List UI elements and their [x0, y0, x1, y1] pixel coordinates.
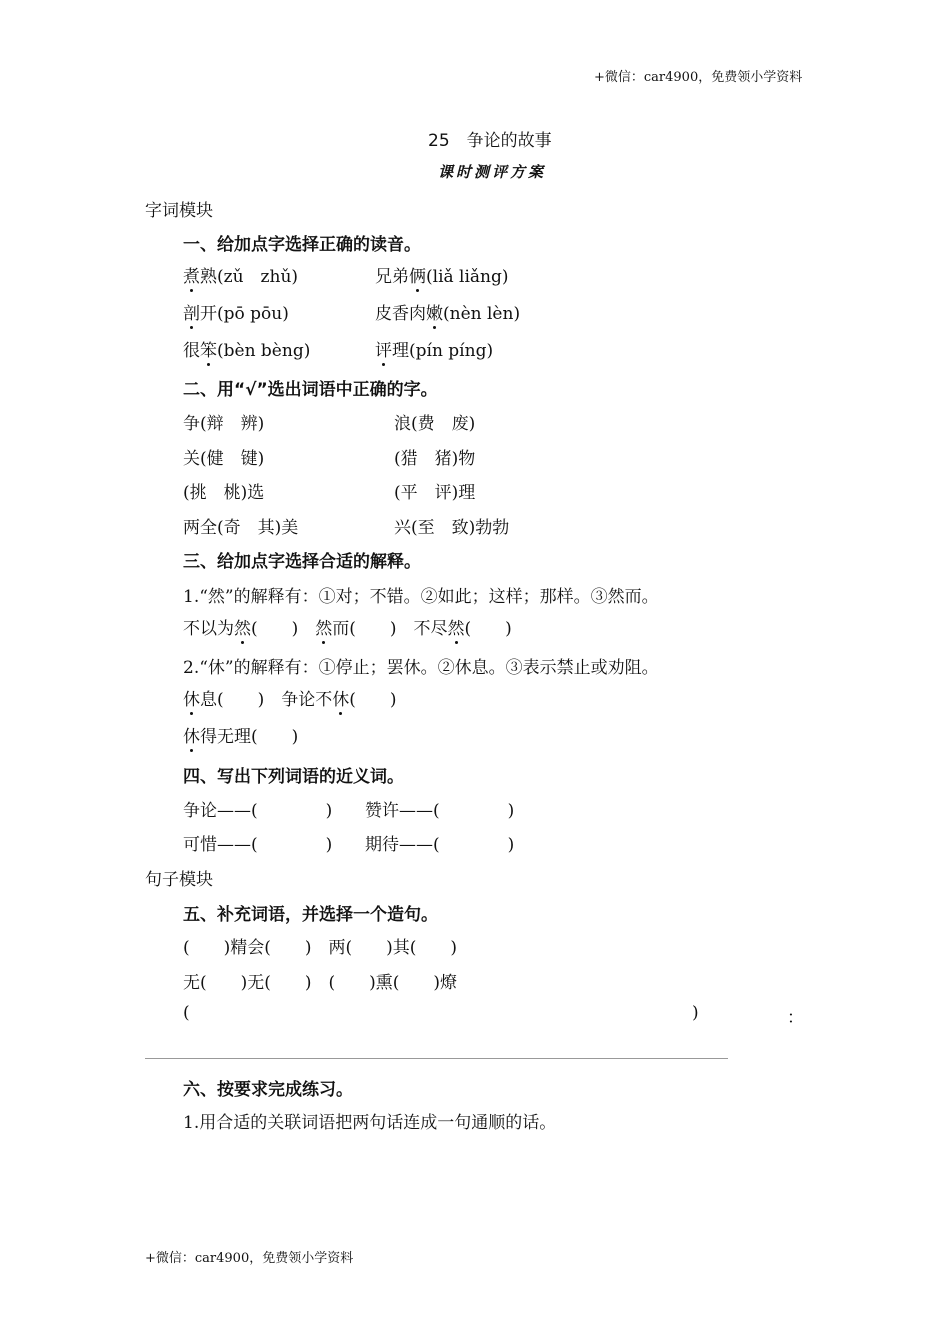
section-5-heading: 五、补充词语，并选择一个造句。 — [183, 905, 438, 925]
page-title: 25 争论的故事 — [428, 131, 552, 151]
synonym-item: 赞许——( ) — [365, 801, 515, 821]
question-3-2-answers — [183, 685, 397, 710]
sentence-close-paren: ) — [692, 1003, 699, 1023]
dotted-char: 剖 — [183, 299, 200, 324]
dotted-char: 笨 — [200, 336, 217, 361]
pinyin-item-2 — [375, 262, 509, 287]
choice-item: (猎 猪)物 — [394, 449, 476, 469]
pinyin-options: (nèn lèn) — [443, 304, 521, 324]
dotted-char: 嫩 — [426, 299, 443, 324]
pinyin-item-4 — [375, 299, 520, 324]
choice-item: 争(辩 辨) — [183, 414, 265, 434]
answer-prefix: 不尽 — [413, 619, 448, 639]
sentence-colon: ： — [787, 1008, 804, 1028]
pinyin-item-3 — [183, 299, 289, 324]
answer-prefix: 不以为 — [183, 619, 234, 639]
section-3-heading: 三、给加点字选择合适的解释。 — [183, 552, 421, 572]
dotted-char: 煮 — [183, 262, 200, 287]
dotted-char: 然 — [315, 614, 332, 639]
choice-item: 浪(费 废) — [394, 414, 476, 434]
pinyin-options: 开(pō pōu) — [200, 304, 289, 324]
answer-blank: ( ) — [464, 619, 512, 639]
answer-prefix: 争论不 — [281, 690, 333, 710]
pinyin-item-5 — [183, 336, 310, 361]
synonym-item: 可惜——( ) — [183, 835, 333, 855]
choice-item: (挑 桃)选 — [183, 483, 265, 503]
synonym-item: 期待——( ) — [365, 835, 515, 855]
choice-item: 关(健 键) — [183, 449, 265, 469]
question-3-2-text: 2.“休”的解释有：①停止；罢休。②休息。③表示禁止或劝阻。 — [183, 658, 659, 678]
watermark-bottom: +微信：car4900，免费领小学资料 — [145, 1251, 354, 1266]
question-6-1-text: 1.用合适的关联词语把两句话连成一句通顺的话。 — [183, 1113, 557, 1133]
dotted-char: 然 — [448, 614, 465, 639]
section-2-heading: 二、用“√”选出词语中正确的字。 — [183, 380, 438, 400]
choice-item: (平 评)理 — [394, 483, 476, 503]
sentence-open-paren: ( — [183, 1003, 190, 1023]
module-word-heading: 字词模块 — [145, 201, 213, 221]
word-prefix: 很 — [183, 341, 200, 361]
idiom-row-1: ( )精会( ) 两( )其( ) — [183, 938, 458, 958]
synonym-item: 争论——( ) — [183, 801, 333, 821]
pinyin-options: (liǎ liǎng) — [426, 267, 509, 287]
pinyin-item-6 — [375, 336, 493, 361]
question-3-1-answers — [183, 614, 512, 639]
word-prefix: 皮香肉 — [375, 304, 426, 324]
dotted-char: 评 — [375, 336, 392, 361]
dotted-char: 俩 — [409, 262, 426, 287]
question-3-1-text: 1.“然”的解释有：①对；不错。②如此；这样；那样。③然而。 — [183, 587, 659, 607]
pinyin-options: (bèn bèng) — [217, 341, 311, 361]
module-sentence-heading: 句子模块 — [145, 870, 213, 890]
choice-item: 两全(奇 其)美 — [183, 518, 299, 538]
dotted-char: 休 — [183, 685, 200, 710]
dotted-char: 休 — [183, 722, 200, 747]
answer-blank: ( ) — [251, 619, 299, 639]
question-3-2-answers-2 — [183, 722, 298, 747]
pinyin-options: 理(pín píng) — [392, 341, 494, 361]
pinyin-options: 熟(zǔ zhǔ) — [200, 267, 299, 287]
section-4-heading: 四、写出下列词语的近义词。 — [183, 767, 404, 787]
watermark-top: +微信：car4900，免费领小学资料 — [594, 70, 803, 85]
answer-blank: ( ) — [349, 690, 397, 710]
pinyin-item-1 — [183, 262, 298, 287]
section-6-heading: 六、按要求完成练习。 — [183, 1080, 353, 1100]
dotted-char: 然 — [234, 614, 251, 639]
answer-blank: 得无理( ) — [200, 727, 299, 747]
section-1-heading: 一、给加点字选择正确的读音。 — [183, 235, 421, 255]
answer-blank: 息( ) — [200, 690, 265, 710]
dotted-char: 休 — [332, 685, 349, 710]
idiom-row-2: 无( )无( ) ( )熏( )燎 — [183, 973, 458, 993]
choice-item: 兴(至 致)勃勃 — [394, 518, 510, 538]
answer-line — [145, 1058, 728, 1059]
word-prefix: 兄弟 — [375, 267, 409, 287]
answer-blank: 而( ) — [332, 619, 397, 639]
page-subtitle: 课时测评方案 — [438, 163, 547, 181]
